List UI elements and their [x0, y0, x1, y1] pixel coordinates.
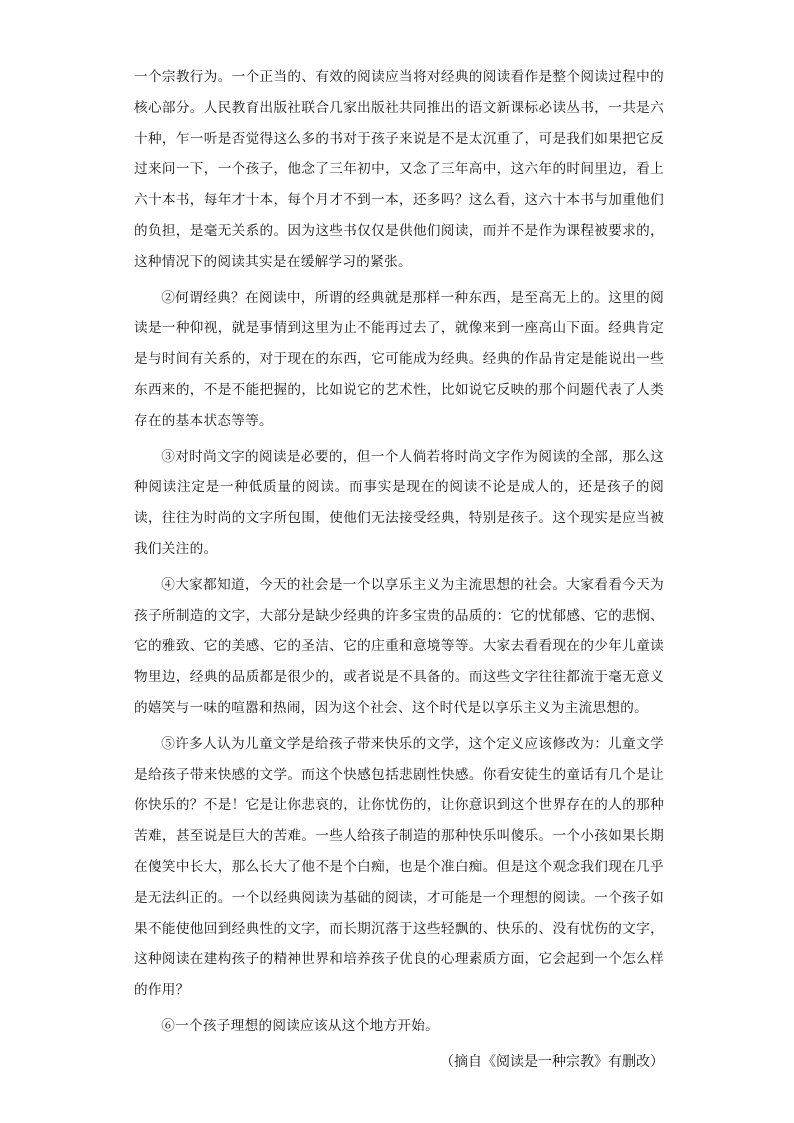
paragraph-3: ③对时尚文字的阅读是必要的，但一个人倘若将时尚文字作为阅读的全部，那么这种阅读注定是一种低质量的阅读。而事实是现在的阅读不论是成人的，还是孩子的阅读，往往为时尚的文字所包围，使他们无法接受经典，特别是孩子。这个现实是应当被我们关注的。 — [134, 448, 664, 557]
article-body — [134, 62, 664, 1077]
paragraph-5: ⑤许多人认为儿童文学是给孩子带来快乐的文学，这个定义应该修改为：儿童文学是给孩子带来快感的文学。而这个快感包括悲剧性快感。你看安徒生的童话有几个是让你快乐的？不是！它是让你悲哀的，让你忧伤的，让你意识到这个世界存在的人的那种苦难，甚至说是巨大的苦难。一些人给孩子制造的那种快乐叫傻乐。一个小孩如果长期在傻笑中长大，那么长大了他不是个白痴，也是个准白痴。但是这个观念我们现在几乎是无法纠正的。一个以经典阅读为基础的阅读，才可能是一个理想的阅读。一个孩子如果不能使他回到经典性的文字，而长期沉落于这些轻飘的、快乐的、没有忧伤的文字，这种阅读在建构孩子的精神世界和培养孩子优良的心理素质方面，它会起到一个怎么样的作用？ — [134, 735, 664, 999]
paragraph-6: ⑥一个孩子理想的阅读应该从这个地方开始。 — [161, 1017, 440, 1034]
source-note: （摘自《阅读是一种宗教》有删改） — [440, 1053, 664, 1070]
paragraph-2: ②何谓经典？在阅读中，所谓的经典就是那样一种东西，是至高无上的。这里的阅读是一种仰视，就是事情到这里为止不能再过去了，就像来到一座高山下面。经典肯定是与时间有关系的，对于现在的东西，它可能成为经典。经典的作品肯定是能说出一些东西来的，不是不能把握的，比如说它的艺术性，比如说它反映的那个问题代表了人类存在的基本状态等等。 — [134, 289, 664, 429]
paragraph-1-continued: 一个宗教行为。一个正当的、有效的阅读应当将对经典的阅读看作是整个阅读过程中的核心部分。人民教育出版社联合几家出版社共同推出的语文新课标必读丛书，一共是六十种，乍一听是否觉得这么多的书对于孩子来说是不是太沉重了，可是我们如果把它反过来问一下，一个孩子，他念了三年初中，又念了三年高中，这六年的时间里边，看上六十本书，每年才十本，每个月才不到一本，还多吗？这么看，这六十本书与加重他们的负担，是毫无关系的。因为这些书仅仅是供他们阅读，而并不是作为课程被要求的，这种情况下的阅读其实是在缓解学习的紧张。 — [134, 69, 664, 270]
paragraph-4: ④大家都知道，今天的社会是一个以享乐主义为主流思想的社会。大家看看今天为孩子所制造的文字，大部分是缺少经典的许多宝贵的品质的：它的忧郁感、它的悲悯、它的雅致、它的美感、它的圣洁、它的庄重和意境等等。大家去看看现在的少年儿童读物里边，经典的品质都是很少的，或者说是不具备的。而这些文字往往都流于毫无意义的嬉笑与一味的喧嚣和热闹，因为这个社会、这个时代是以享乐主义为主流思想的。 — [134, 576, 664, 716]
